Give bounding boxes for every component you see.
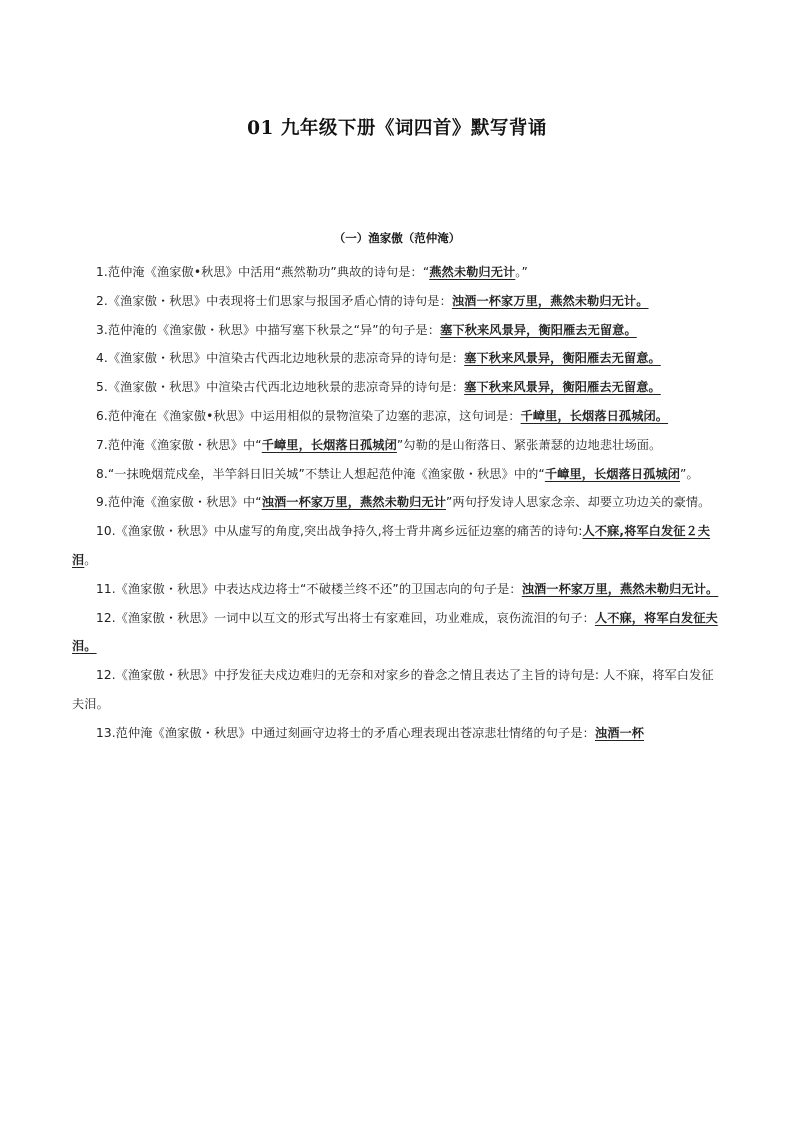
question-6 <box>72 402 724 431</box>
answer-text: 人不寐，将军白发征夫泪。 <box>72 610 718 654</box>
answer-text: 浊酒一杯家万里，燕然未勒归无计。 <box>521 581 719 596</box>
question-text: 7.范仲淹《渔家傲・秋思》中“ <box>96 437 262 452</box>
question-13 <box>72 719 724 748</box>
question-12b <box>72 661 724 719</box>
question-text: 4.《渔家傲・秋思》中渲染古代西北边地秋景的悲凉奇异的诗句是： <box>96 351 465 366</box>
question-list <box>72 258 724 748</box>
question-text: 6.范仲淹在《渔家傲•秋思》中运用相似的景物渲染了边塞的悲凉，这句词是： <box>96 408 521 423</box>
question-tail: 。” <box>515 265 528 279</box>
question-9 <box>72 488 724 517</box>
question-7 <box>72 431 724 460</box>
answer-text: 千嶂里，长烟落日孤城闭。 <box>520 408 669 423</box>
question-text: 12.《渔家傲・秋思》中抒发征夫戍边难归的无奈和对家乡的眷念之情且表达了主旨的诗句是: 人不寐，将军白发征夫泪。 <box>72 668 714 711</box>
question-text: 13.范仲淹《渔家傲・秋思》中通过刻画守边将士的矛盾心理表现出苍凉悲壮情绪的句子是： <box>96 725 595 740</box>
question-tail: 。 <box>84 552 97 567</box>
question-text: 10.《渔家傲・秋思》中从虚写的角度,突出战争持久,将士背井离乡远征边塞的痛苦的诗句: <box>96 524 583 539</box>
question-4 <box>72 344 724 373</box>
question-5 <box>72 373 724 402</box>
question-text: 2.《渔家傲・秋思》中表现将士们思家与报国矛盾心情的诗句是： <box>96 293 452 308</box>
question-tail: ”。 <box>680 466 699 481</box>
question-12a <box>72 604 724 662</box>
question-text: 5.《渔家傲・秋思》中渲染古代西北边地秋景的悲凉奇异的诗句是： <box>96 380 465 395</box>
answer-text: 浊酒一杯家万里，燕然未勒归无计。 <box>451 293 649 308</box>
answer-text: 浊酒一杯 <box>594 725 645 740</box>
question-8 <box>72 460 724 489</box>
answer-text: 千嶂里，长烟落日孤城闭 <box>261 437 397 452</box>
question-11 <box>72 575 724 604</box>
page-title: 01 九年级下册《词四首》默写背诵 <box>247 118 547 139</box>
answer-text: 塞下秋来风景异，衡阳雁去无留意。 <box>440 322 637 337</box>
answer-text: 千嶂里，长烟落日孤城闭 <box>544 466 681 481</box>
question-text: 1.范仲淹《渔家傲•秋思》中活用“燕然勒功”典故的诗句是：“ <box>96 265 430 279</box>
question-3 <box>72 316 724 345</box>
question-text: 9.范仲淹《渔家傲・秋思》中“ <box>96 495 262 510</box>
question-text: 12.《渔家傲・秋思》一词中以互文的形式写出将士有家难回，功业难成，哀伤流泪的句子： <box>96 610 595 625</box>
answer-text: 浊酒一杯家万里，燕然未勒归无计 <box>261 495 447 510</box>
answer-text: 塞下秋来风景异，衡阳雁去无留意。 <box>464 380 661 395</box>
answer-text: 人不寐,将军白发征２夫泪 <box>72 524 711 567</box>
question-10 <box>72 517 724 575</box>
answer-text: 燕然未勒归无计 <box>429 265 516 279</box>
question-text: 8.“一抹晚烟荒戍垒，半竿斜日旧关城”不禁让人想起范仲淹《渔家傲・秋思》中的“ <box>96 466 545 481</box>
question-2 <box>72 287 724 316</box>
question-text: 3.范仲淹的《渔家傲・秋思》中描写塞下秋景之“异”的句子是： <box>96 322 441 337</box>
answer-text: 塞下秋来风景异，衡阳雁去无留意。 <box>464 351 661 366</box>
question-1 <box>72 258 724 287</box>
question-text: 11.《渔家傲・秋思》中表达戍边将士“不破楼兰终不还”的卫国志向的句子是： <box>96 581 522 596</box>
question-tail: ”勾勒的是山衔落日、紧张萧瑟的边地悲壮场面。 <box>396 437 662 452</box>
question-tail: ”两句抒发诗人思家念亲、却要立功边关的豪情。 <box>446 495 711 510</box>
section-heading: （一）渔家傲（范仲淹） <box>333 231 461 245</box>
